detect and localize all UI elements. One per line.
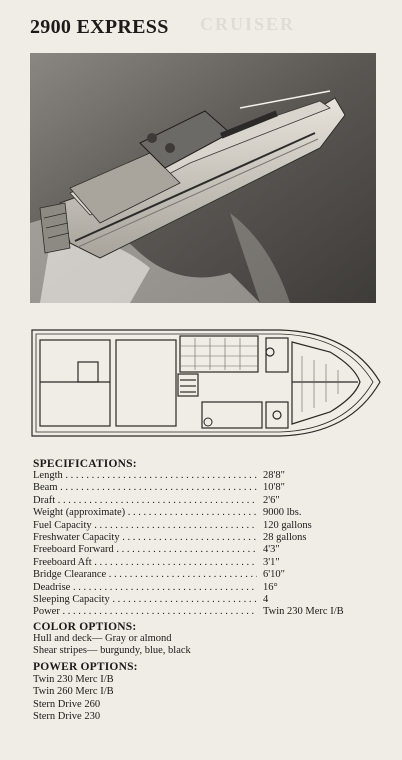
spec-row (33, 470, 383, 482)
spec-label: Power . . . (33, 606, 257, 618)
spec-value: 28 gallons (263, 531, 307, 543)
spec-label: Draft . . . (33, 495, 257, 507)
spec-value: 2'6" (263, 494, 280, 506)
list-item: Hull and deck— Gray or almond (33, 633, 172, 644)
spec-label: Bridge Clearance . . . (33, 569, 257, 581)
spec-label: Sleeping Capacity . . . (33, 594, 257, 606)
spec-value: 4 (263, 593, 269, 605)
color-options-list (33, 633, 333, 658)
spec-row (33, 582, 383, 594)
spec-row (33, 520, 383, 532)
spec-row (33, 544, 383, 556)
spec-row (33, 606, 383, 618)
spec-value: 3'1" (263, 556, 280, 568)
list-item: Twin 260 Merc I/B (33, 686, 114, 698)
spec-label: Length . . . (33, 470, 257, 482)
spec-value: 120 gallons (263, 519, 312, 531)
spec-label: Freeboard Forward . . . (33, 544, 257, 556)
spec-value: 16° (263, 581, 278, 593)
spec-label: Weight (approximate) . . . (33, 507, 257, 519)
spec-value: Twin 230 Merc I/B (263, 606, 344, 618)
list-item: Stern Drive 260 (33, 698, 101, 710)
spec-value: 10'8" (263, 482, 285, 494)
spec-label: Freshwater Capacity . . . (33, 532, 257, 544)
specifications-heading: SPECIFICATIONS: (33, 458, 137, 470)
spec-label: Freeboard Aft . . . (33, 557, 257, 569)
spec-row (33, 532, 383, 544)
list-item: Twin 230 Merc I/B (33, 674, 114, 685)
spec-row (33, 557, 383, 569)
deck-plan (30, 322, 382, 444)
list-item: Shear stripes— burgundy, blue, black (33, 645, 191, 657)
power-options-list (33, 674, 333, 724)
spec-row (33, 507, 383, 519)
spec-label: Deadrise . . . (33, 582, 257, 594)
spec-value: 28'8" (263, 470, 285, 481)
specifications-table (33, 470, 383, 619)
spec-label: Beam . . . (33, 482, 257, 494)
spec-row (33, 482, 383, 494)
boat-photo-drawing (30, 53, 376, 303)
spec-value: 4'3" (263, 544, 280, 556)
spec-row (33, 594, 383, 606)
show-through-text: CRUISER (200, 14, 296, 34)
power-options-heading: POWER OPTIONS: (33, 661, 138, 673)
deck-plan-drawing (30, 322, 382, 444)
page-title: 2900 EXPRESS (30, 16, 169, 38)
spec-value: 9000 lbs. (263, 507, 302, 519)
spec-row (33, 569, 383, 581)
boat-photo (30, 53, 376, 303)
spec-value: 6'10" (263, 569, 285, 581)
spec-row (33, 495, 383, 507)
color-options-heading: COLOR OPTIONS: (33, 621, 137, 633)
spec-label: Fuel Capacity . . . (33, 520, 257, 532)
list-item: Stern Drive 230 (33, 711, 101, 723)
